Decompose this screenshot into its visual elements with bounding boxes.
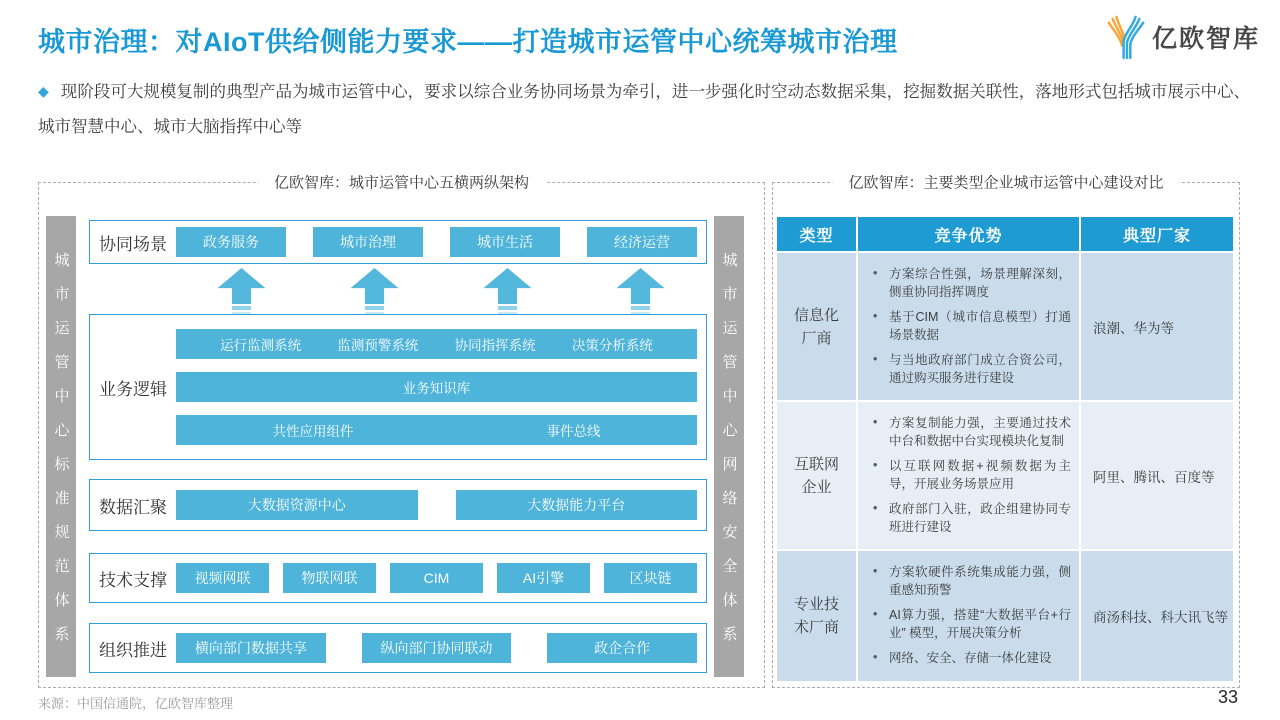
table-cell-vendors: 浪潮、华为等 — [1081, 253, 1233, 400]
up-arrow-icon — [484, 268, 532, 313]
architecture-panel — [38, 174, 765, 688]
advantage-item: • 基于CIM（城市信息模型）打通场景数据 — [862, 309, 1071, 344]
up-arrow-icon — [617, 268, 665, 313]
column-header-vendors: 典型厂家 — [1081, 217, 1233, 251]
org-box: 纵向部门协同联动 — [362, 633, 512, 663]
tech-box: CIM — [390, 563, 483, 593]
component-item: 共性应用组件 — [272, 424, 354, 439]
architecture-panel-title: 亿欧智库：城市运管中心五横两纵架构 — [258, 171, 545, 192]
logic-bars — [176, 315, 706, 459]
row-label-tech: 技术支撑 — [99, 570, 167, 590]
advantage-item: • 方案综合性强，场景理解深刻，侧重协同指挥调度 — [862, 266, 1071, 301]
tech-items — [176, 563, 706, 593]
system-item: 协同指挥系统 — [454, 338, 536, 353]
system-item: 运行监测系统 — [220, 338, 302, 353]
scene-box: 政务服务 — [176, 227, 286, 257]
table-cell-advantages — [858, 551, 1079, 681]
comparison-table — [777, 217, 1233, 681]
advantage-item: • 以互联网数据+视频数据为主导，开展业务场景应用 — [862, 458, 1071, 493]
page-title: 城市治理：对AIoT供给侧能力要求——打造城市运管中心统筹城市治理 — [38, 27, 898, 57]
table-cell-advantages — [858, 402, 1079, 549]
system-item: 决策分析系统 — [571, 338, 653, 353]
row-label-data: 数据汇聚 — [99, 497, 167, 517]
intro-text: 现阶段可大规模复制的典型产品为城市运管中心，要求以综合业务协同场景为牵引，进一步强化时空动态数据采集，挖掘数据关联性，落地形式包括城市展示中心、城市智慧中心、城市大脑指挥中心等 — [38, 83, 1250, 136]
source-note: 来源：中国信通院，亿欧智库整理 — [38, 696, 234, 711]
up-arrow-icon — [351, 268, 399, 313]
component-item: 事件总线 — [546, 424, 601, 439]
scene-row — [89, 220, 707, 264]
comparison-panel-title: 亿欧智库：主要类型企业城市运管中心建设对比 — [832, 171, 1179, 192]
table-cell-type: 互联网企业 — [777, 402, 856, 549]
tech-row — [89, 553, 707, 603]
org-row — [89, 623, 707, 673]
brand-logo — [1105, 14, 1260, 60]
org-items — [176, 633, 706, 663]
components-bar — [176, 415, 697, 445]
advantage-item: • 方案软硬件系统集成能力强，侧重感知预警 — [862, 564, 1071, 599]
org-box: 政企合作 — [547, 633, 697, 663]
column-header-advantage: 竞争优势 — [858, 217, 1079, 251]
advantage-item: • AI算力强，搭建“大数据平台+行业” 模型，开展决策分析 — [862, 607, 1071, 642]
system-item: 监测预警系统 — [337, 338, 419, 353]
data-items — [176, 490, 706, 520]
advantage-item: • 与当地政府部门成立合资公司，通过购买服务进行建设 — [862, 352, 1071, 387]
row-label-scene: 协同场景 — [99, 234, 167, 254]
knowledge-bar: 业务知识库 — [176, 372, 697, 402]
column-header-type: 类型 — [777, 217, 856, 251]
logic-row — [89, 314, 707, 460]
row-label-logic: 业务逻辑 — [99, 379, 167, 399]
tech-box: 视频网联 — [176, 563, 269, 593]
scene-box: 城市治理 — [313, 227, 423, 257]
table-cell-vendors: 阿里、腾讯、百度等 — [1081, 402, 1233, 549]
tech-box: 物联网联 — [283, 563, 376, 593]
brand-logo-text: 亿欧智库 — [1151, 25, 1260, 53]
row-label-org: 组织推进 — [99, 640, 167, 660]
data-box: 大数据能力平台 — [456, 490, 698, 520]
intro-paragraph — [38, 74, 1250, 145]
advantage-item: • 方案复制能力强，主要通过技术中台和数据中台实现模块化复制 — [862, 415, 1071, 450]
brand-logo-icon — [1105, 14, 1147, 60]
diamond-bullet-icon: ◆ — [38, 83, 49, 99]
tech-box: AI引擎 — [497, 563, 590, 593]
table-cell-vendors: 商汤科技、科大讯飞等 — [1081, 551, 1233, 681]
pillar-network-security: 城市运管中心网络安全体系 — [714, 216, 744, 677]
scene-box: 经济运营 — [587, 227, 697, 257]
scene-items — [176, 227, 706, 257]
table-cell-type: 信息化厂商 — [777, 253, 856, 400]
tech-box: 区块链 — [604, 563, 697, 593]
pillar-standards-system: 城市运管中心标准规范体系 — [46, 216, 76, 677]
up-arrows — [175, 268, 707, 313]
advantage-item: • 政府部门入驻，政企组建协同专班进行建设 — [862, 501, 1071, 536]
org-box: 横向部门数据共享 — [176, 633, 326, 663]
data-box: 大数据资源中心 — [176, 490, 418, 520]
up-arrow-icon — [218, 268, 266, 313]
scene-box: 城市生活 — [450, 227, 560, 257]
data-row — [89, 479, 707, 531]
table-cell-advantages — [858, 253, 1079, 400]
advantage-item: • 网络、安全、存储一体化建设 — [862, 650, 1071, 668]
comparison-panel — [772, 174, 1240, 688]
page-number: 33 — [1217, 687, 1238, 707]
table-cell-type: 专业技术厂商 — [777, 551, 856, 681]
systems-bar — [176, 329, 697, 359]
